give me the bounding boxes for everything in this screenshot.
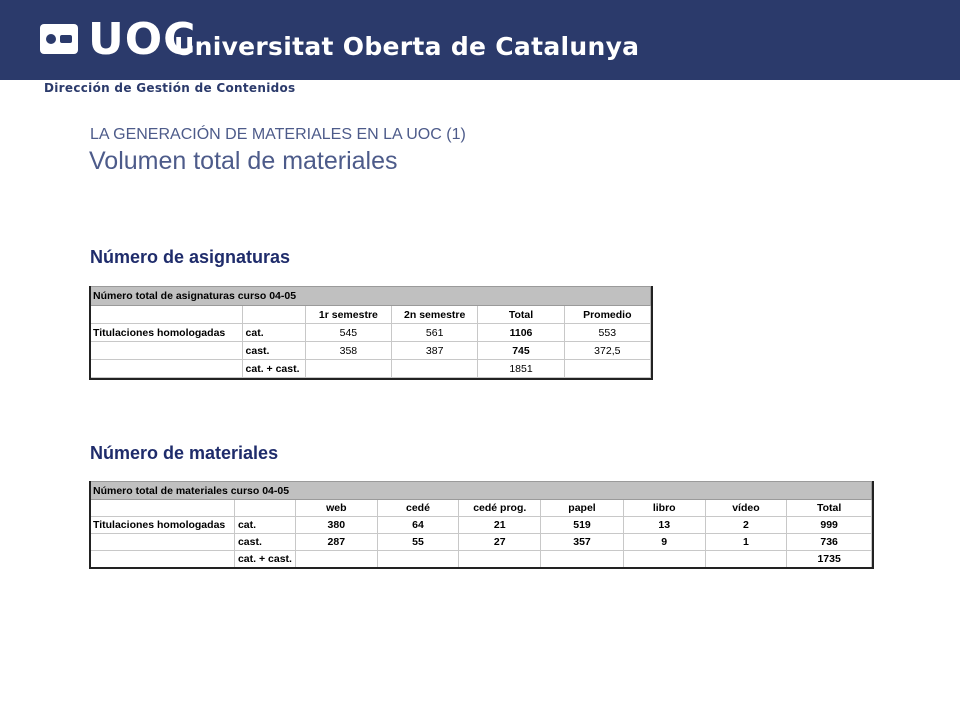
table-cell <box>705 551 787 568</box>
materiales-heading: Número de materiales <box>90 443 279 463</box>
row-label: cat. <box>234 517 295 534</box>
table-row <box>90 342 651 360</box>
table-cell: 21 <box>459 517 541 534</box>
table-cell: 745 <box>478 342 564 360</box>
table-cell: 27 <box>459 534 541 551</box>
table-cell: 1106 <box>478 324 564 342</box>
column-header: Promedio <box>564 306 650 324</box>
table-cell <box>90 342 243 360</box>
table-cell: 9 <box>623 534 705 551</box>
table-cell: 387 <box>392 342 478 360</box>
table-cell <box>90 306 243 324</box>
table-cell: 64 <box>377 517 459 534</box>
table-cell: 2 <box>705 517 787 534</box>
table-cell <box>90 360 243 378</box>
asignaturas-table <box>89 286 651 378</box>
table-cell: 357 <box>541 534 624 551</box>
table-cell <box>90 534 235 551</box>
table-cell: 999 <box>787 517 872 534</box>
slide-title: Volumen total de materiales <box>89 147 398 175</box>
column-header: Total <box>478 306 564 324</box>
table-cell <box>623 551 705 568</box>
table-cell <box>90 551 235 568</box>
table-row <box>90 534 872 551</box>
row-group-label: Titulaciones homologadas <box>90 324 243 342</box>
table-cell: 736 <box>787 534 872 551</box>
table-cell: 519 <box>541 517 624 534</box>
logo-abbreviation: UOC <box>88 14 197 65</box>
table-cell: 545 <box>305 324 391 342</box>
table-cell: 380 <box>295 517 377 534</box>
table-row <box>90 360 651 378</box>
column-header: cedé <box>377 500 459 517</box>
column-header: cedé prog. <box>459 500 541 517</box>
table-cell <box>377 551 459 568</box>
table-cell <box>90 500 235 517</box>
table-cell: 372,5 <box>564 342 650 360</box>
table-cell <box>242 306 305 324</box>
table-cell <box>305 360 391 378</box>
table-cell: 561 <box>392 324 478 342</box>
table-cell <box>392 360 478 378</box>
slide-kicker: LA GENERACIÓN DE MATERIALES EN LA UOC (1) <box>90 126 466 143</box>
column-header: web <box>295 500 377 517</box>
table-row <box>90 517 872 534</box>
table-row <box>90 324 651 342</box>
table-row <box>90 551 872 568</box>
table-cell <box>541 551 624 568</box>
table-cell <box>459 551 541 568</box>
row-label: cat. + cast. <box>234 551 295 568</box>
table-cell: 55 <box>377 534 459 551</box>
row-label: cast. <box>242 342 305 360</box>
materiales-caption: Número total de materiales curso 04-05 <box>90 482 872 500</box>
table-cell <box>234 500 295 517</box>
row-label: cat. <box>242 324 305 342</box>
column-header: libro <box>623 500 705 517</box>
department-label: Dirección de Gestión de Contenidos <box>44 81 296 95</box>
asignaturas-heading: Número de asignaturas <box>90 247 291 267</box>
column-header: papel <box>541 500 624 517</box>
column-header: vídeo <box>705 500 787 517</box>
column-header: Total <box>787 500 872 517</box>
table-cell: 358 <box>305 342 391 360</box>
row-group-label: Titulaciones homologadas <box>90 517 235 534</box>
table-cell: 1735 <box>787 551 872 568</box>
row-label: cat. + cast. <box>242 360 305 378</box>
column-header: 2n semestre <box>392 306 478 324</box>
table-cell: 13 <box>623 517 705 534</box>
column-header: 1r semestre <box>305 306 391 324</box>
asignaturas-caption: Número total de asignaturas curso 04-05 <box>90 287 651 306</box>
header-banner <box>0 0 960 80</box>
table-cell: 1 <box>705 534 787 551</box>
table-cell: 1851 <box>478 360 564 378</box>
uoc-logo-icon <box>40 24 78 54</box>
table-cell: 287 <box>295 534 377 551</box>
materiales-table <box>89 481 872 568</box>
table-cell: 553 <box>564 324 650 342</box>
logo-university-name: Universitat Oberta de Catalunya <box>174 32 640 61</box>
table-cell <box>295 551 377 568</box>
table-cell <box>564 360 650 378</box>
row-label: cast. <box>234 534 295 551</box>
